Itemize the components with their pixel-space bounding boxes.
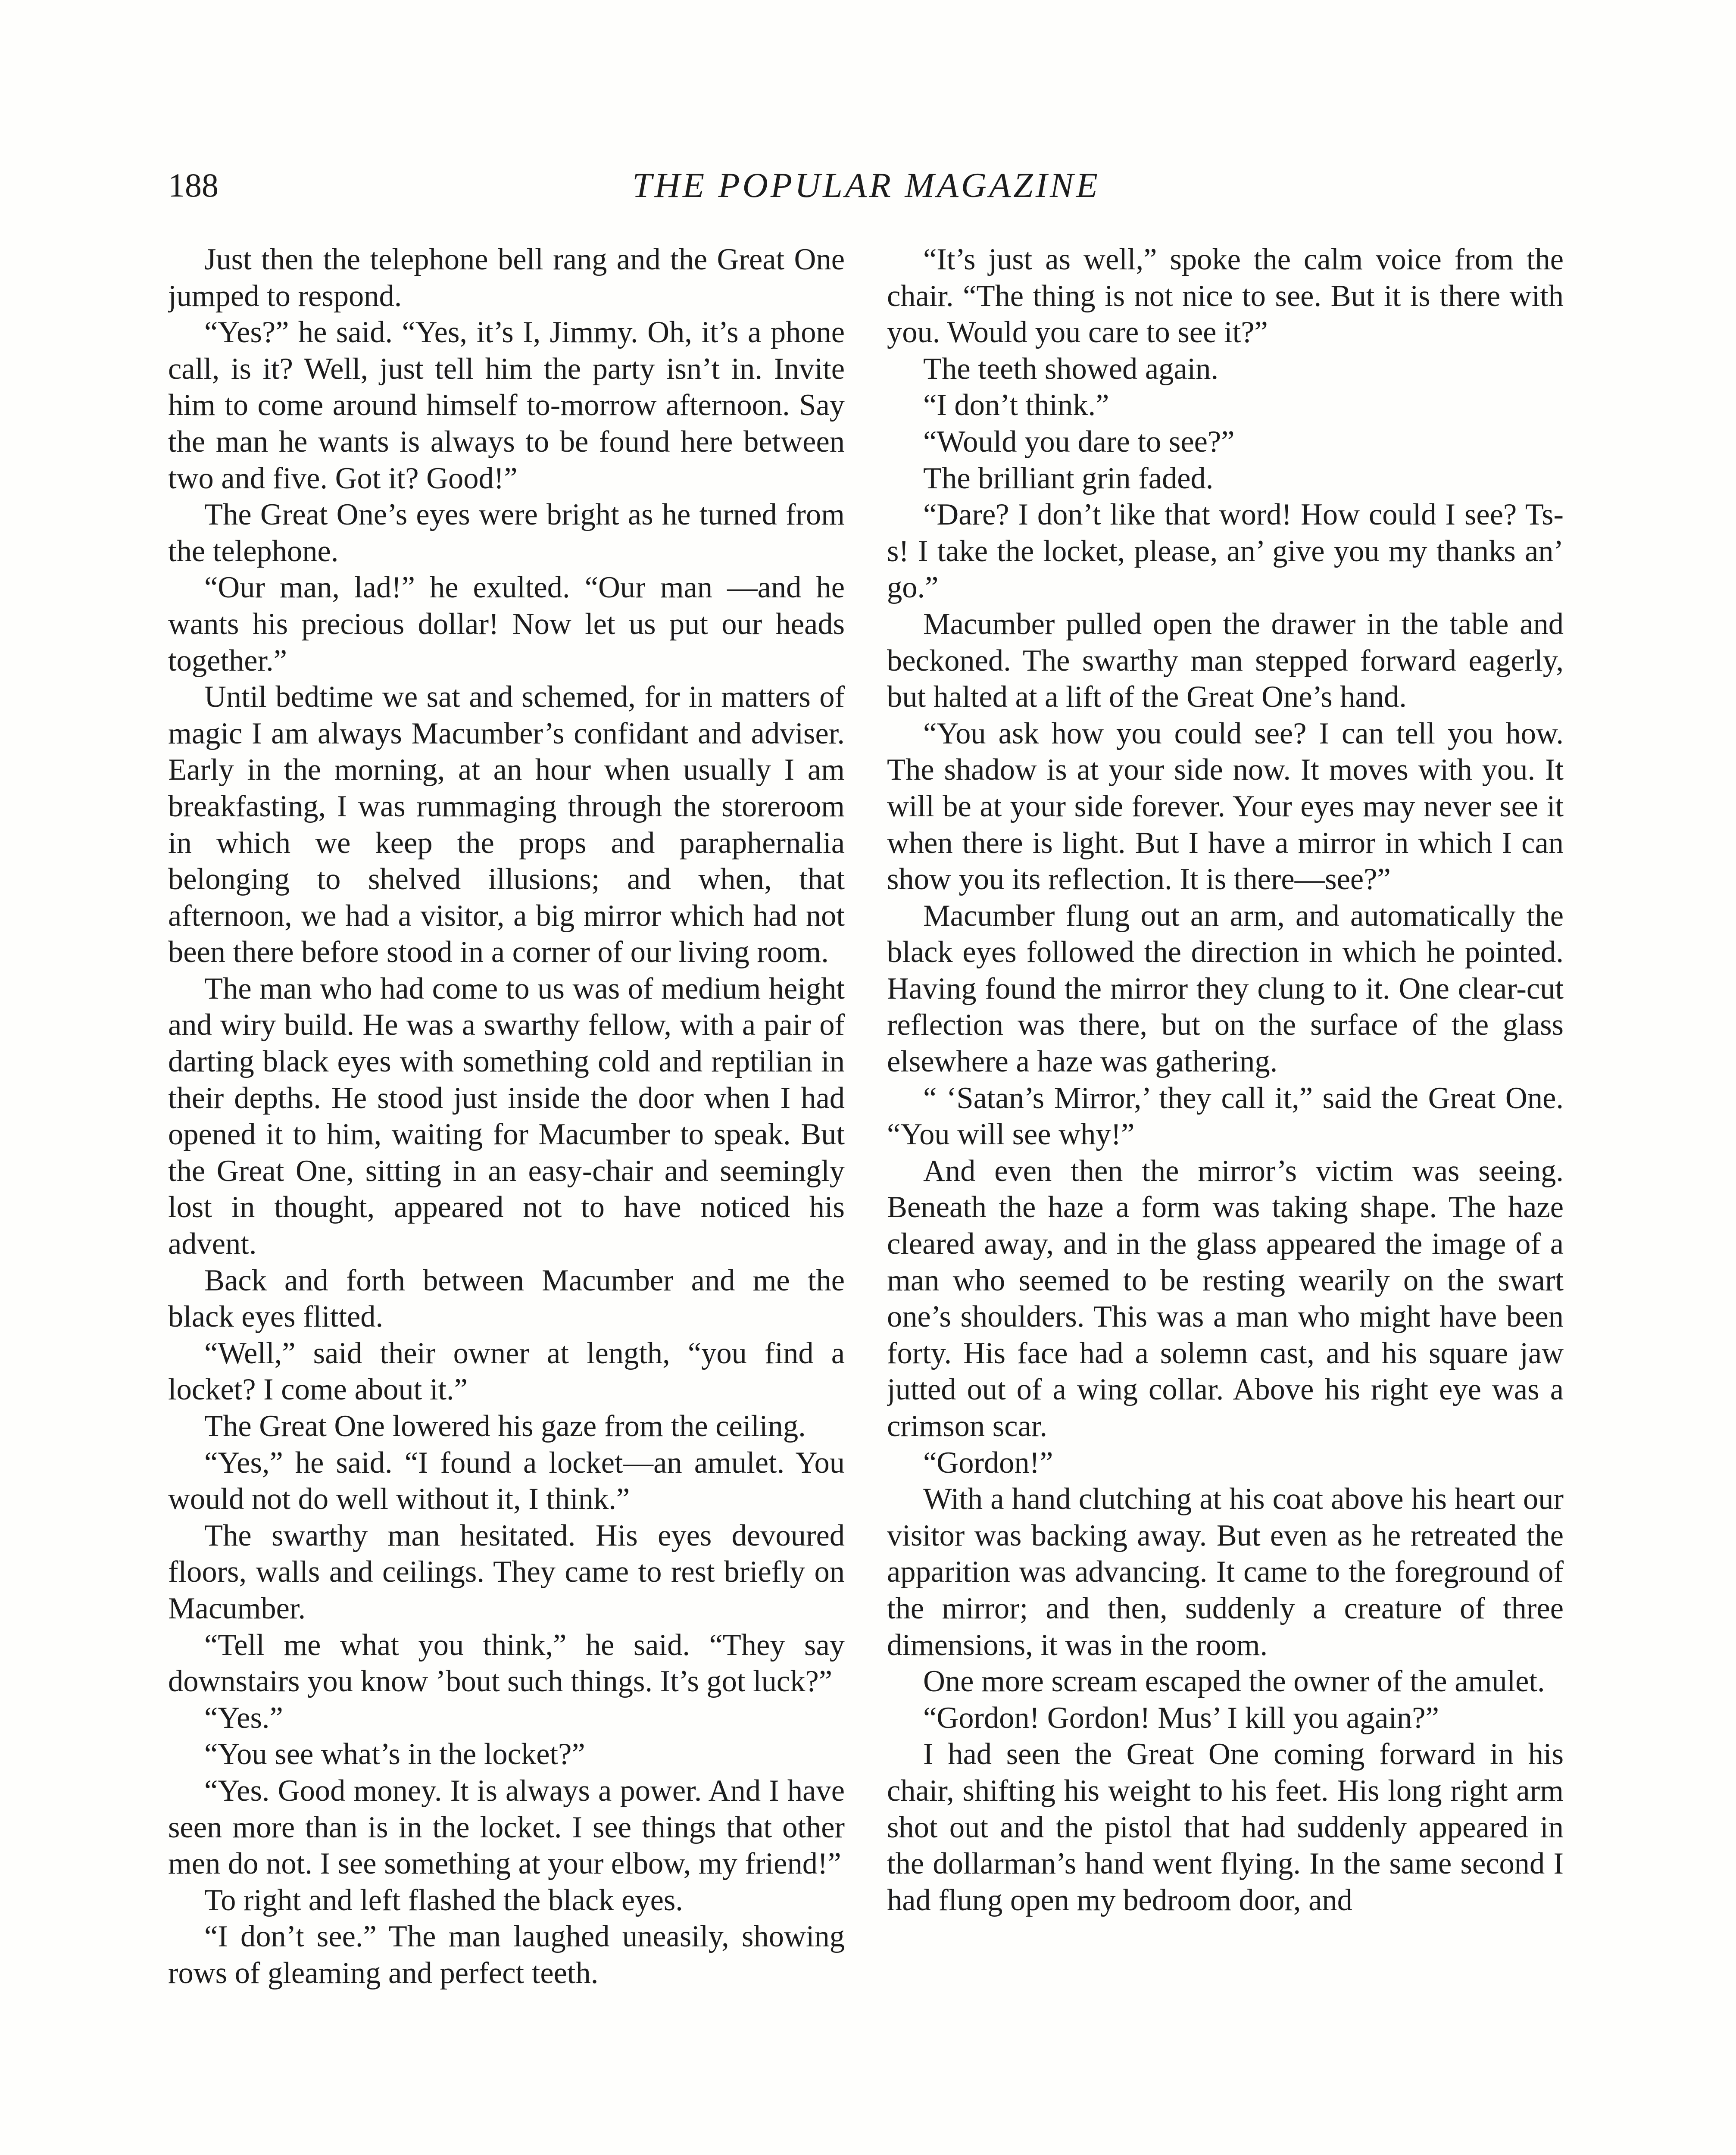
paragraph: “You ask how you could see? I can tell you how. The shadow is at your side now. It moves with you. It will be at your side forever. Your eyes may never see it when there is light. But I have a mirror in which I can show you its reflection. It is there—see?” [887,716,1564,896]
paragraph: Macumber flung out an arm, and automatically the black eyes followed the direction in which he pointed. Having found the mirror they clung to it. One clear-cut reflection was there, but on the surface of the glass elsewhere a haze was gathering. [887,899,1564,1079]
right-column [887,241,1564,2155]
paragraph: And even then the mirror’s victim was seeing. Beneath the haze a form was taking shape. The haze cleared away, and in the glass appeared the image of a man who seemed to be resting wearily on the swart one’s shoulders. This was a man who might have been forty. His face had a solemn cast, and his square jaw jutted out of a wing collar. Above his right eye was a crimson scar. [887,1154,1564,1443]
paragraph: Just then the telephone bell rang and the Great One jumped to respond. [168,243,845,313]
paragraph: The Great One’s eyes were bright as he turned from the telephone. [168,498,845,568]
paragraph: “Would you dare to see?” [923,425,1235,459]
paragraph: “I don’t think.” [923,388,1109,422]
paragraph: “You see what’s in the locket?” [204,1737,585,1771]
left-column [168,241,845,2155]
running-title: THE POPULAR MAGAZINE [632,166,1100,205]
paragraph: “ ‘Satan’s Mirror,’ they call it,” said the Great One. “You will see why!” [887,1081,1564,1152]
paragraph: “Tell me what you think,” he said. “They say downstairs you know ’bout such things. It’s got luck?” [168,1628,845,1699]
paragraph: “Gordon!” [923,1446,1053,1480]
paragraph: The man who had come to us was of medium height and wiry build. He was a swarthy fellow, with a pair of darting black eyes with something cold and reptilian in their depths. He stood just inside the door when I had opened it to him, waiting for Macumber to speak. But the Great One, sitting in an easy-chair and seemingly lost in thought, appeared not to have noticed his advent. [168,971,845,1261]
paragraph: “Yes.” [204,1701,283,1735]
paragraph: The teeth showed again. [923,352,1219,386]
paragraph: “Well,” said their owner at length, “you find a locket? I come about it.” [168,1336,845,1407]
page-number: 188 [168,166,219,204]
paragraph: “Dare? I don’t like that word! How could I see? Ts-s! I take the locket, please, an’ give you my thanks an’ go.” [887,498,1564,605]
paragraph: “Yes,” he said. “I found a locket—an amulet. You would not do well without it, I think.” [168,1446,845,1516]
paragraph: “Gordon! Gordon! Mus’ I kill you again?” [923,1701,1439,1735]
paragraph: One more scream escaped the owner of the amulet. [923,1665,1545,1699]
paragraph: I had seen the Great One coming forward in his chair, shifting his weight to his feet. His long right arm shot out and the pistol that had suddenly appeared in the dollarman’s hand went flying. In the same second I had flung open my bedroom door, and [887,1737,1564,1917]
paragraph: With a hand clutching at his coat above his heart our visitor was backing away. But even as he retreated the apparition was advancing. It came to the foreground of the mirror; and then, suddenly a creature of three dimensions, it was in the room. [887,1482,1564,1662]
paragraph: “Yes?” he said. “Yes, it’s I, Jimmy. Oh, it’s a phone call, is it? Well, just tell him the party isn’t in. Invite him to come around himself to-morrow afternoon. Say the man he wants is always to be found here between two and five. Got it? Good!” [168,315,845,495]
paragraph: “I don’t see.” The man laughed uneasily, showing rows of gleaming and perfect teeth. [168,1920,845,1990]
paragraph: Macumber pulled open the drawer in the table and beckoned. The swarthy man stepped forward eagerly, but halted at a lift of the Great One’s hand. [887,607,1564,714]
paragraph: “Our man, lad!” he exulted. “Our man —and he wants his precious dollar! Now let us put our heads together.” [168,571,845,678]
paragraph: The brilliant grin faded. [923,461,1214,495]
paragraph: Back and forth between Macumber and me the black eyes flitted. [168,1263,845,1334]
paragraph: Until bedtime we sat and schemed, for in matters of magic I am always Macumber’s confidant and adviser. Early in the morning, at an hour when usually I am breakfasting, I was rummaging through the storeroom in which we keep the props and paraphernalia belonging to shelved illusions; and when, that afternoon, we had a visitor, a big mirror which had not been there before stood in a corner of our living room. [168,680,845,969]
paragraph: The swarthy man hesitated. His eyes devoured floors, walls and ceilings. They came to rest briefly on Macumber. [168,1518,845,1625]
paragraph: “It’s just as well,” spoke the calm voice from the chair. “The thing is not nice to see. But it is there with you. Would you care to see it?” [887,243,1564,350]
paragraph: To right and left flashed the black eyes. [204,1883,683,1917]
paragraph: “Yes. Good money. It is always a power. And I have seen more than is in the locket. I see things that other men do not. I see something at your elbow, my friend!” [168,1774,845,1881]
page-header [168,164,1564,216]
paragraph: The Great One lowered his gaze from the ceiling. [204,1409,806,1443]
